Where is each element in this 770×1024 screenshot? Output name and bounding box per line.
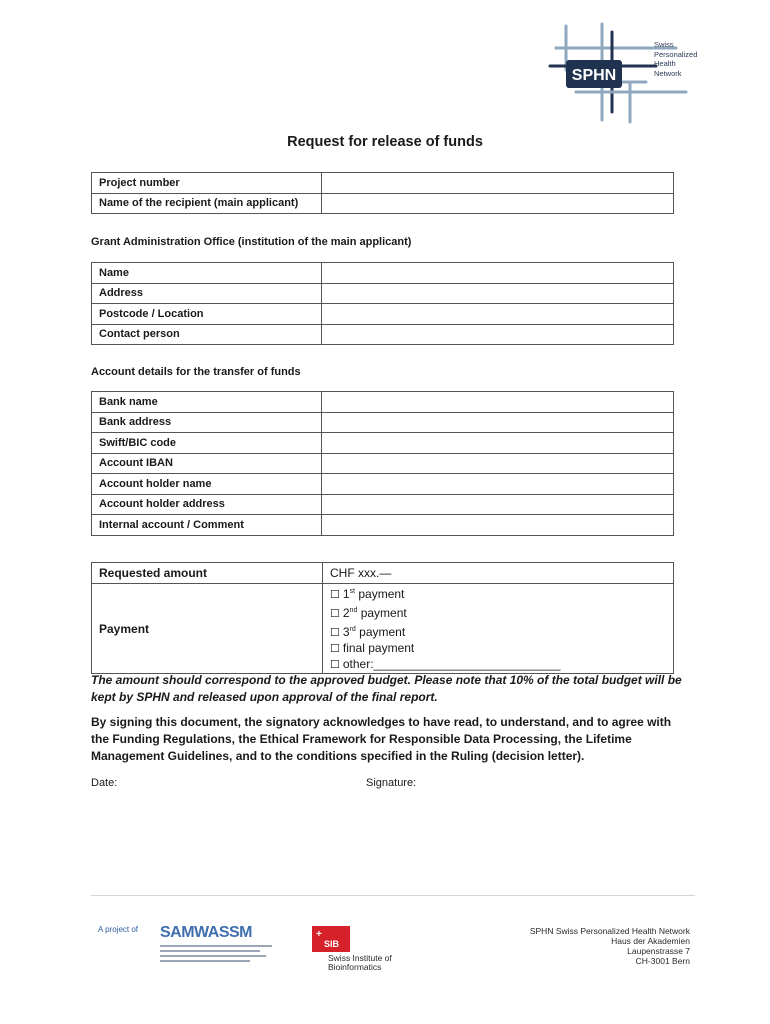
field-label: Payment <box>92 584 323 674</box>
field-label: Name <box>92 263 322 284</box>
payment-option-3[interactable]: ☐ 3rd payment <box>330 625 406 639</box>
table-row <box>92 324 674 345</box>
project-of-label: A project of <box>98 925 139 934</box>
samw-logo <box>160 924 272 962</box>
requested-amount-field[interactable]: CHF xxx.— <box>323 563 674 584</box>
payment-option-1[interactable]: ☐ 1st payment <box>330 587 405 601</box>
signature-label: Signature: <box>366 777 417 789</box>
table-row <box>92 584 674 674</box>
field-label: Postcode / Location <box>92 304 322 325</box>
project-table <box>91 172 674 214</box>
field-label: Account holder address <box>92 494 322 515</box>
account-holder-name-field[interactable] <box>322 474 674 495</box>
table-row <box>92 263 674 284</box>
svg-text:SIB: SIB <box>324 939 340 949</box>
grant-contact-field[interactable] <box>322 324 674 345</box>
field-label: Bank address <box>92 412 322 433</box>
budget-note: The amount should correspond to the approved budget. Please note that 10% of the total budget will be kept by SPHN and released upon approval of the final report. <box>91 673 682 704</box>
acknowledgement-text: By signing this document, the signatory acknowledges to have read, to understand, and to agree with the Funding Regulations, the Ethical Framework for Responsible Data Processing, the Lifetime Management Guidelines, and to the conditions specified in the Ruling (decision letter). <box>91 715 672 763</box>
bank-address-field[interactable] <box>322 412 674 433</box>
field-label: Swift/BIC code <box>92 433 322 454</box>
checkbox-icon[interactable]: ☐ <box>330 659 340 671</box>
field-label: Address <box>92 283 322 304</box>
table-row <box>92 173 674 194</box>
grant-table <box>91 262 674 345</box>
payment-options <box>323 584 674 674</box>
date-label: Date: <box>91 777 118 789</box>
payment-option-2[interactable]: ☐ 2nd payment <box>330 606 407 620</box>
table-row <box>92 283 674 304</box>
footer-address: SPHN Swiss Personalized Health Network Haus der Akademien Laupenstrasse 7 CH-3001 Bern <box>529 926 690 966</box>
svg-text:+: + <box>316 929 322 940</box>
footer-divider <box>91 895 695 896</box>
grant-name-field[interactable] <box>322 263 674 284</box>
table-row <box>92 412 674 433</box>
sphn-logo-text: SPHN <box>571 67 617 84</box>
grant-address-field[interactable] <box>322 283 674 304</box>
swift-bic-field[interactable] <box>322 433 674 454</box>
field-label: Contact person <box>92 324 322 345</box>
logo-tagline: Swiss Personalized Health Network <box>654 40 698 78</box>
table-row <box>92 193 674 214</box>
table-row <box>92 494 674 515</box>
amount-table <box>91 562 674 674</box>
table-row <box>92 474 674 495</box>
checkbox-icon[interactable]: ☐ <box>330 627 340 639</box>
field-label: Name of the recipient (main applicant) <box>92 193 322 214</box>
grant-postcode-field[interactable] <box>322 304 674 325</box>
table-row <box>92 453 674 474</box>
field-label: Bank name <box>92 392 322 413</box>
table-row <box>92 304 674 325</box>
grant-section-heading: Grant Administration Office (institution of the main applicant) <box>91 236 412 248</box>
field-label: Account IBAN <box>92 453 322 474</box>
field-label: Project number <box>92 173 322 194</box>
recipient-name-field[interactable] <box>322 193 674 214</box>
checkbox-icon[interactable]: ☐ <box>330 608 340 620</box>
table-row <box>92 563 674 584</box>
page-title: Request for release of funds <box>287 134 483 150</box>
field-label: Account holder name <box>92 474 322 495</box>
project-number-field[interactable] <box>322 173 674 194</box>
account-holder-address-field[interactable] <box>322 494 674 515</box>
payment-option-other[interactable]: ☐ other:____________________________ <box>330 657 561 671</box>
table-row <box>92 515 674 536</box>
field-label: Internal account / Comment <box>92 515 322 536</box>
payment-option-final[interactable]: ☐ final payment <box>330 641 415 655</box>
checkbox-icon[interactable]: ☐ <box>330 589 340 601</box>
iban-field[interactable] <box>322 453 674 474</box>
sib-logo <box>312 926 352 954</box>
internal-account-field[interactable] <box>322 515 674 536</box>
samw-logo-text: SAMWASSM <box>160 924 252 941</box>
table-row <box>92 392 674 413</box>
account-table <box>91 391 674 536</box>
table-row <box>92 433 674 454</box>
account-section-heading: Account details for the transfer of funds <box>91 366 301 378</box>
bank-name-field[interactable] <box>322 392 674 413</box>
checkbox-icon[interactable]: ☐ <box>330 643 340 655</box>
sib-name: Swiss Institute of Bioinformatics <box>328 953 392 972</box>
field-label: Requested amount <box>92 563 323 584</box>
